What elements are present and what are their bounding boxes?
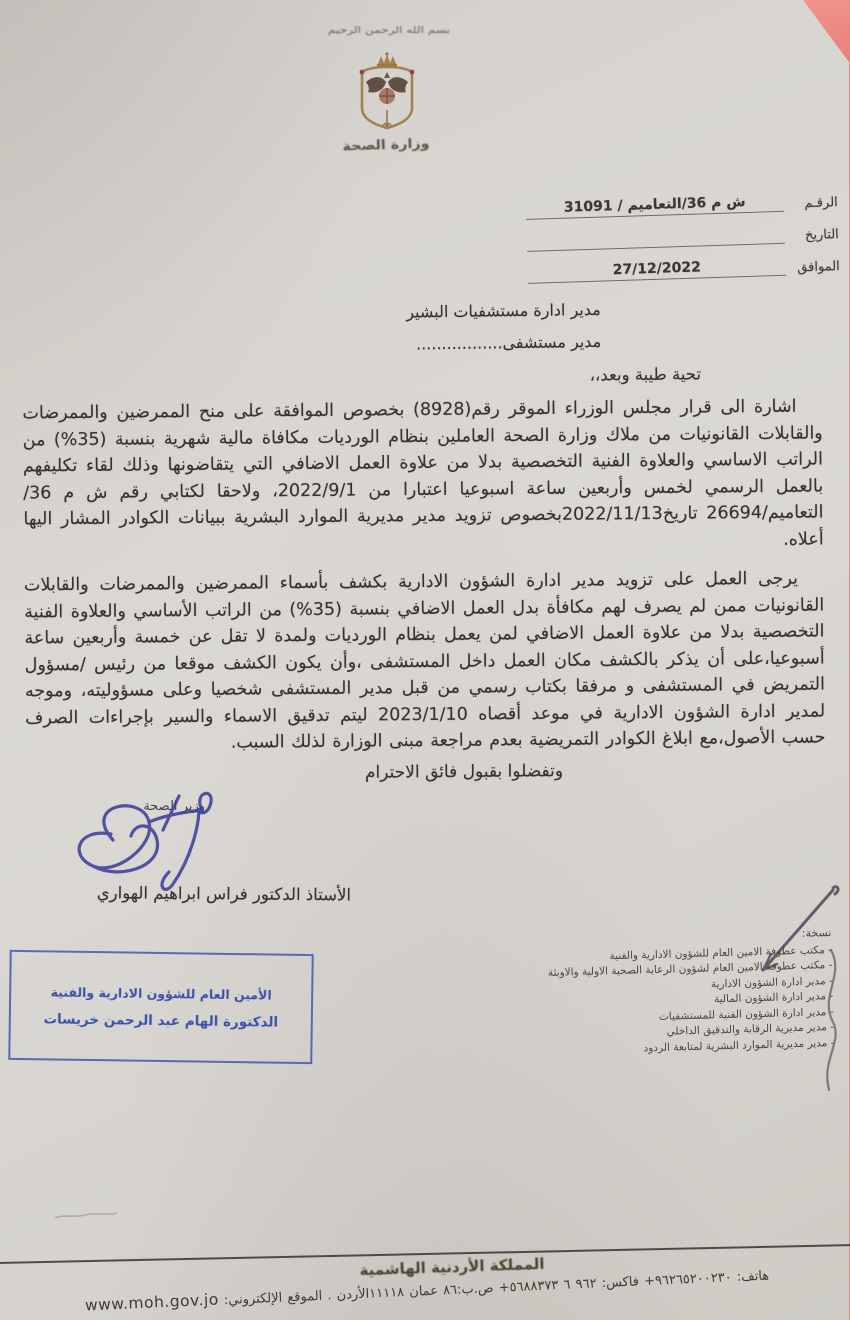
addressee-line-2: مدير مستشفى................. [416,331,603,354]
cc-list [476,925,835,1061]
ministry-name-calligraphy: وزارة الصحة [343,136,431,155]
addressee-line-1: مدير ادارة مستشفيات البشير [407,299,602,322]
closing-line: وتفضلوا بقبول فائق الاحترام [365,761,565,783]
cc-item: - مكتب عطوفة الامين العام للشؤون الادارية والفنية [610,943,834,962]
addressee-block [300,294,603,362]
cc-item: - مدير مديرية الموارد البشرية لمتابعة الردود [644,1036,836,1054]
greeting-line: تحية طيبة وبعد،، [590,364,703,385]
photo-background-corner [804,0,850,62]
faint-pencil-mark [52,1208,122,1222]
corresponding-date-label: الموافق [798,259,842,276]
reference-number-label: الرقـم [805,195,840,212]
cc-item: - مدير ادارة الشؤون الادارية [711,974,834,990]
kingdom-name-calligraphy: المملكة الأردنية الهاشمية [360,1254,546,1280]
signatory-name: الأستاذ الدكتور فراس ابراهيم الهواري [97,883,353,905]
signature-ink [52,786,262,898]
reference-number-row [527,191,839,220]
date-value [528,225,786,252]
cc-label: نسخة: [802,926,833,940]
secretary-general-stamp [9,950,315,1064]
contact-details: هاتف: ٩٦٢٦٥٢٠٠٢٣٠+ فاكس: ٩٦٢ ٦ ٥٦٨٨٣٧٣+ ص.ب:٨٦ عمان ١١١١٨الأردن . الموقع الإلكتروني: [224,1268,771,1309]
corresponding-date-row [529,255,841,284]
website-url: www.moh.gov.jo [85,1290,221,1315]
jordan-coat-of-arms-icon [349,52,427,138]
stamp-name-line: الدكتورة الهام عبد الرحمن خريسات [44,1010,280,1031]
date-row [528,223,840,252]
date-label: التاريخ [805,227,841,244]
body-paragraph-2: يرجى العمل على تزويد مدير ادارة الشؤون الادارية بكشف بأسماء الممرضين والممرضات والقابلات القانونيات ممن لم يصرف لهم مكافأة بدل العمل الاضافي بنسبة (35%) من الراتب الأساسي والعلاوة الفنية التخصصية بدلا من علاوة العمل الاضافي لمن يعمل بنظام الورديات ولمدة لا تقل عن خمسة وأربعين ساعة أسبوعيا،على أن يذكر بالكشف مكان العمل داخل المستشفى ،وأن يكون الكشف موقعا من رئيس /مسؤول التمريض في المستشفى و مرفقا بكتاب رسمي من قبل مدير المستشفى شخصيا وعلى مسؤوليته، وموجه لمدير ادارة الشؤون الادارية في موعد أقصاه 2023/1/10 ليتم تدقيق الاسماء والسير بإجراءات الصرف حسب الأصول،مع ابلاغ الكوادر التمريضية بعدم مراجعة مبنى الوزارة لذلك السبب. [24,568,827,753]
cc-item: - مكتب عطوفة الامين العام لشؤون الرعاية الصحية الاولية والاوبئة [548,959,834,979]
reference-block [527,191,842,297]
cc-item: - مدير مديرية الرقابة والتدقيق الداخلي [667,1021,836,1038]
letter-body [23,394,826,771]
signatory-title: وزير الصحة [144,799,206,814]
body-paragraph-1: اشارة الى قرار مجلس الوزراء الموقر رقم(8928) بخصوص الموافقة على منح الممرضين والممرضات والقابلات القانونيات من ملاك وزارة الصحة العاملين بنظام الورديات مكافاة مالية شهرية بنسبة (35%) من الراتب الاساسي والعلاوة الفنية التخصصية بدلا من علاوة العمل الاضافي التي يتقاضونها وذلك لقاء تكليفهم بالعمل الرسمي لخمس وأربعين ساعة اسبوعيا اعتبارا من 2022/9/1، ولاحقا لكتابي رقم ش م 36/ التعاميم/26694 تاريخ2022/11/13بخصوص تزويد مدير مديرية الموارد البشرية ببيانات الكوادر المشار اليها أعلاه. [23,396,825,550]
reference-number-value: ش م 36/التعاميم / 31091 [527,193,785,220]
corresponding-date-value: 27/12/2022 [529,257,787,284]
bismillah-calligraphy: بسم الله الرحمن الرحيم [328,25,452,37]
stamp-title-line: الأمين العام للشؤون الادارية والفنية [51,983,273,1003]
cc-item: - مدير ادارة الشؤون المالية [714,990,835,1006]
cc-item: - مدير ادارة الشؤون الفنية للمستشفيات [659,1005,835,1023]
